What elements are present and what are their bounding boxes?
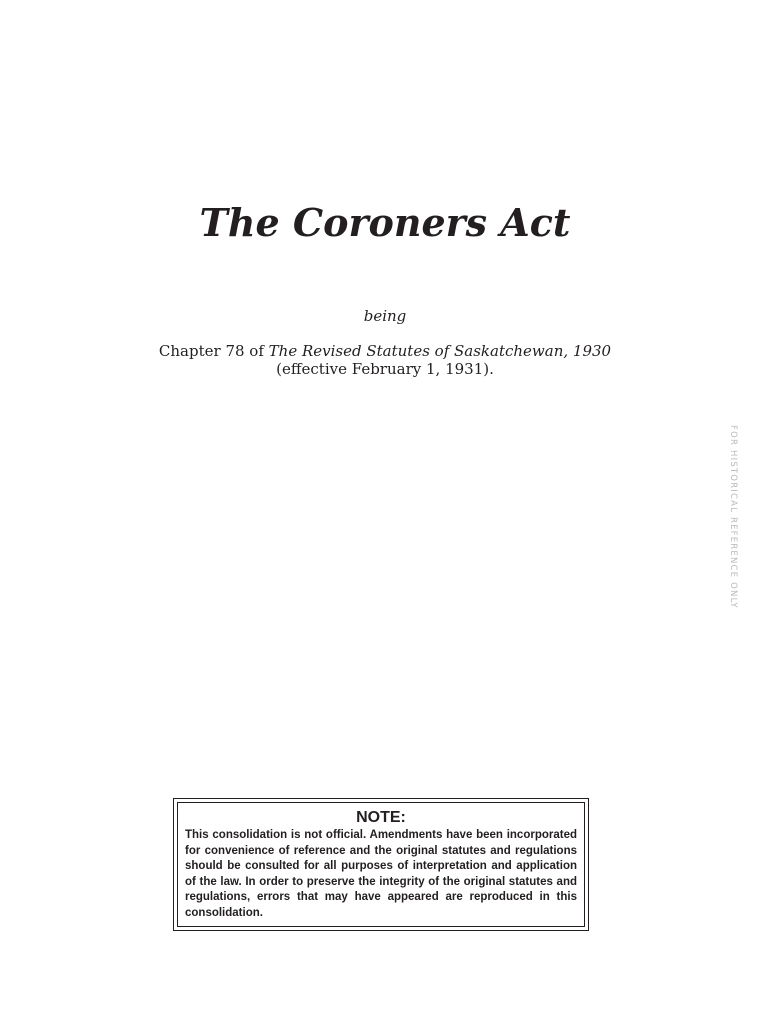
document-title: The Coroners Act bbox=[199, 200, 571, 245]
citation-effective: (effective February 1, 1931). bbox=[276, 360, 494, 378]
historical-watermark: FOR HISTORICAL REFERENCE ONLY bbox=[728, 425, 738, 609]
citation-line bbox=[0, 342, 770, 360]
being-label: being bbox=[363, 307, 407, 325]
citation-prefix: Chapter 78 of bbox=[158, 342, 269, 360]
citation-statute: The Revised Statutes of Saskatchewan, 1930 bbox=[268, 342, 612, 360]
note-heading: NOTE: bbox=[356, 809, 406, 826]
note-inner-border bbox=[177, 802, 585, 927]
note-box bbox=[173, 798, 589, 931]
note-body: This consolidation is not official. Amendments have been incorporated for convenience of reference and the original statutes and regulations should be consulted for all purposes of interpretation and application of the law. In order to preserve the integrity of the original statutes and regulations, errors that may have appeared are reproduced in this consolidation. bbox=[185, 829, 577, 919]
statute-citation bbox=[0, 342, 770, 378]
